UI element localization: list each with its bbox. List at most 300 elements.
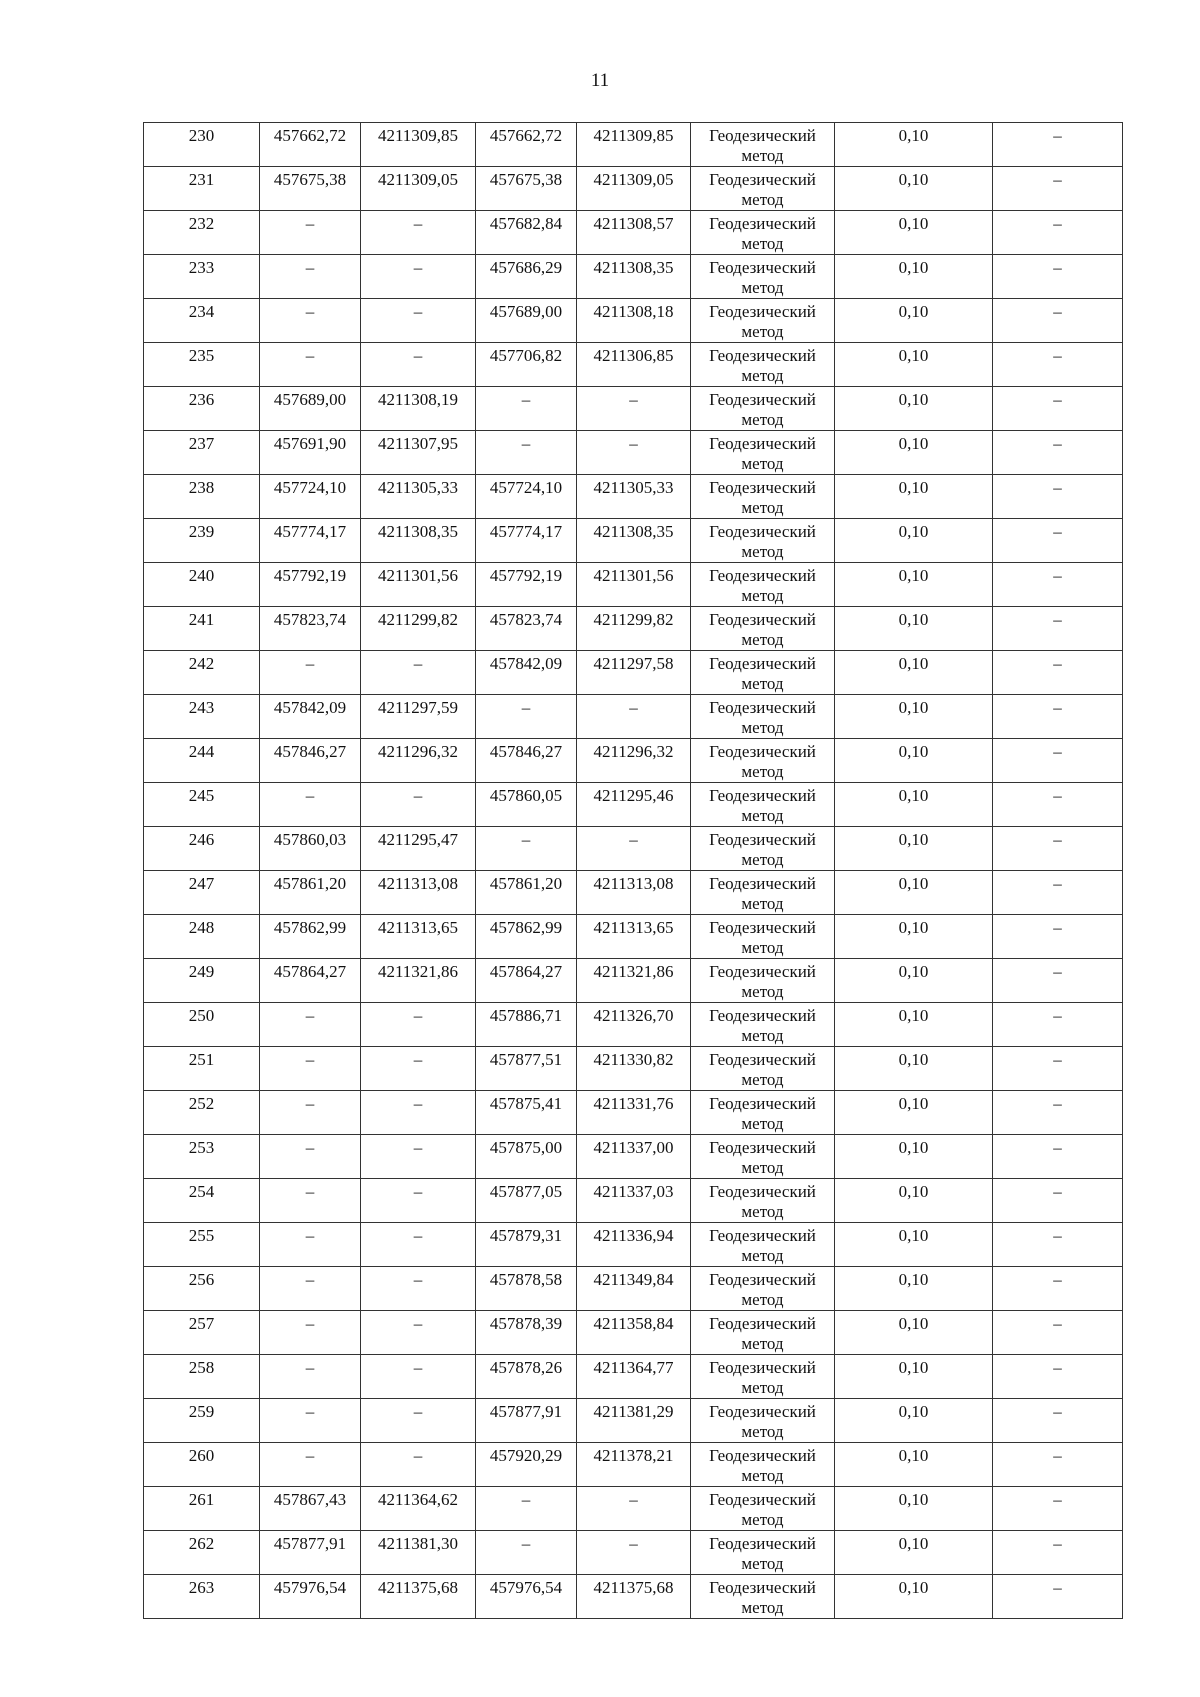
- new-y-cell: 4211309,85: [577, 123, 691, 167]
- new-x-cell: 457706,82: [476, 343, 577, 387]
- note-cell: –: [993, 563, 1123, 607]
- table-row: [144, 211, 1123, 255]
- existing-x-cell: –: [260, 1047, 361, 1091]
- note-cell: –: [993, 1179, 1123, 1223]
- point-number-cell: 262: [144, 1531, 260, 1575]
- method-line1: Геодезический: [709, 1534, 816, 1553]
- table-row: [144, 1487, 1123, 1531]
- method-line1: Геодезический: [709, 786, 816, 805]
- table-row: [144, 299, 1123, 343]
- method-line2: метод: [741, 1378, 784, 1397]
- new-x-cell: 457675,38: [476, 167, 577, 211]
- point-number-cell: 240: [144, 563, 260, 607]
- note-cell: –: [993, 167, 1123, 211]
- table-row: [144, 915, 1123, 959]
- method-line2: метод: [741, 542, 784, 561]
- new-x-cell: 457877,91: [476, 1399, 577, 1443]
- existing-x-cell: –: [260, 343, 361, 387]
- table-row: [144, 1003, 1123, 1047]
- method-line2: метод: [741, 762, 784, 781]
- note-cell: –: [993, 387, 1123, 431]
- method-line1: Геодезический: [709, 214, 816, 233]
- point-number-cell: 258: [144, 1355, 260, 1399]
- method-line2: метод: [741, 1026, 784, 1045]
- point-number-cell: 261: [144, 1487, 260, 1531]
- method-cell: [691, 827, 835, 871]
- accuracy-cell: 0,10: [835, 1487, 993, 1531]
- method-line2: метод: [741, 894, 784, 913]
- existing-x-cell: –: [260, 255, 361, 299]
- new-x-cell: 457861,20: [476, 871, 577, 915]
- new-x-cell: –: [476, 431, 577, 475]
- method-line1: Геодезический: [709, 566, 816, 585]
- method-cell: [691, 1487, 835, 1531]
- new-x-cell: 457878,39: [476, 1311, 577, 1355]
- point-number-cell: 244: [144, 739, 260, 783]
- accuracy-cell: 0,10: [835, 299, 993, 343]
- new-y-cell: 4211358,84: [577, 1311, 691, 1355]
- new-x-cell: 457864,27: [476, 959, 577, 1003]
- accuracy-cell: 0,10: [835, 255, 993, 299]
- new-x-cell: –: [476, 695, 577, 739]
- method-line2: метод: [741, 498, 784, 517]
- accuracy-cell: 0,10: [835, 739, 993, 783]
- table-row: [144, 607, 1123, 651]
- method-line2: метод: [741, 982, 784, 1001]
- method-line2: метод: [741, 586, 784, 605]
- method-line1: Геодезический: [709, 830, 816, 849]
- method-line1: Геодезический: [709, 1490, 816, 1509]
- existing-x-cell: –: [260, 1443, 361, 1487]
- method-line1: Геодезический: [709, 874, 816, 893]
- point-number-cell: 252: [144, 1091, 260, 1135]
- existing-y-cell: 4211364,62: [361, 1487, 476, 1531]
- new-y-cell: 4211349,84: [577, 1267, 691, 1311]
- point-number-cell: 234: [144, 299, 260, 343]
- method-cell: [691, 1267, 835, 1311]
- new-y-cell: 4211375,68: [577, 1575, 691, 1619]
- table-row: [144, 1575, 1123, 1619]
- note-cell: –: [993, 1487, 1123, 1531]
- existing-x-cell: –: [260, 299, 361, 343]
- existing-y-cell: –: [361, 1135, 476, 1179]
- note-cell: –: [993, 1223, 1123, 1267]
- table-row: [144, 959, 1123, 1003]
- method-line1: Геодезический: [709, 610, 816, 629]
- point-number-cell: 248: [144, 915, 260, 959]
- page-number: 11: [590, 70, 610, 91]
- existing-x-cell: 457774,17: [260, 519, 361, 563]
- method-cell: [691, 123, 835, 167]
- point-number-cell: 253: [144, 1135, 260, 1179]
- note-cell: –: [993, 123, 1123, 167]
- table-row: [144, 1355, 1123, 1399]
- method-line1: Геодезический: [709, 1314, 816, 1333]
- note-cell: –: [993, 1091, 1123, 1135]
- table-row: [144, 343, 1123, 387]
- method-line2: метод: [741, 1246, 784, 1265]
- existing-y-cell: –: [361, 1179, 476, 1223]
- point-number-cell: 239: [144, 519, 260, 563]
- accuracy-cell: 0,10: [835, 871, 993, 915]
- new-x-cell: 457662,72: [476, 123, 577, 167]
- existing-x-cell: 457860,03: [260, 827, 361, 871]
- existing-y-cell: 4211308,35: [361, 519, 476, 563]
- method-line2: метод: [741, 1202, 784, 1221]
- existing-y-cell: 4211313,08: [361, 871, 476, 915]
- method-cell: [691, 1091, 835, 1135]
- note-cell: –: [993, 651, 1123, 695]
- new-y-cell: 4211378,21: [577, 1443, 691, 1487]
- method-line2: метод: [741, 1598, 784, 1617]
- method-cell: [691, 1355, 835, 1399]
- note-cell: –: [993, 1311, 1123, 1355]
- method-cell: [691, 255, 835, 299]
- existing-x-cell: 457792,19: [260, 563, 361, 607]
- note-cell: –: [993, 915, 1123, 959]
- note-cell: –: [993, 519, 1123, 563]
- new-y-cell: 4211336,94: [577, 1223, 691, 1267]
- existing-x-cell: 457691,90: [260, 431, 361, 475]
- method-line1: Геодезический: [709, 1446, 816, 1465]
- new-y-cell: 4211313,65: [577, 915, 691, 959]
- method-line2: метод: [741, 718, 784, 737]
- table-row: [144, 475, 1123, 519]
- existing-y-cell: –: [361, 1267, 476, 1311]
- existing-x-cell: 457823,74: [260, 607, 361, 651]
- method-cell: [691, 1135, 835, 1179]
- existing-y-cell: 4211321,86: [361, 959, 476, 1003]
- table-row: [144, 123, 1123, 167]
- method-line2: метод: [741, 938, 784, 957]
- method-line1: Геодезический: [709, 1226, 816, 1245]
- method-line1: Геодезический: [709, 258, 816, 277]
- table-row: [144, 563, 1123, 607]
- new-x-cell: 457875,00: [476, 1135, 577, 1179]
- table-row: [144, 1091, 1123, 1135]
- table-row: [144, 1267, 1123, 1311]
- point-number-cell: 250: [144, 1003, 260, 1047]
- note-cell: –: [993, 255, 1123, 299]
- method-cell: [691, 1575, 835, 1619]
- method-cell: [691, 959, 835, 1003]
- accuracy-cell: 0,10: [835, 1267, 993, 1311]
- new-y-cell: –: [577, 695, 691, 739]
- new-y-cell: –: [577, 827, 691, 871]
- existing-y-cell: 4211309,05: [361, 167, 476, 211]
- point-number-cell: 256: [144, 1267, 260, 1311]
- new-x-cell: –: [476, 1531, 577, 1575]
- existing-x-cell: –: [260, 1311, 361, 1355]
- method-line1: Геодезический: [709, 1358, 816, 1377]
- new-x-cell: 457686,29: [476, 255, 577, 299]
- new-x-cell: 457920,29: [476, 1443, 577, 1487]
- method-cell: [691, 1311, 835, 1355]
- method-line1: Геодезический: [709, 434, 816, 453]
- new-y-cell: –: [577, 431, 691, 475]
- table-row: [144, 431, 1123, 475]
- new-x-cell: 457976,54: [476, 1575, 577, 1619]
- new-y-cell: 4211301,56: [577, 563, 691, 607]
- method-line2: метод: [741, 1114, 784, 1133]
- method-line2: метод: [741, 1158, 784, 1177]
- method-line2: метод: [741, 278, 784, 297]
- note-cell: –: [993, 695, 1123, 739]
- method-line1: Геодезический: [709, 962, 816, 981]
- table-row: [144, 871, 1123, 915]
- method-line1: Геодезический: [709, 170, 816, 189]
- new-x-cell: 457875,41: [476, 1091, 577, 1135]
- accuracy-cell: 0,10: [835, 123, 993, 167]
- accuracy-cell: 0,10: [835, 1443, 993, 1487]
- point-number-cell: 246: [144, 827, 260, 871]
- accuracy-cell: 0,10: [835, 563, 993, 607]
- method-cell: [691, 783, 835, 827]
- existing-y-cell: –: [361, 1355, 476, 1399]
- existing-x-cell: –: [260, 1223, 361, 1267]
- note-cell: –: [993, 1531, 1123, 1575]
- point-number-cell: 247: [144, 871, 260, 915]
- existing-x-cell: –: [260, 1135, 361, 1179]
- table-row: [144, 387, 1123, 431]
- existing-y-cell: 4211375,68: [361, 1575, 476, 1619]
- new-y-cell: 4211364,77: [577, 1355, 691, 1399]
- method-line1: Геодезический: [709, 1050, 816, 1069]
- new-y-cell: 4211309,05: [577, 167, 691, 211]
- method-cell: [691, 563, 835, 607]
- table-row: [144, 1135, 1123, 1179]
- new-x-cell: 457877,51: [476, 1047, 577, 1091]
- new-x-cell: –: [476, 1487, 577, 1531]
- method-line1: Геодезический: [709, 478, 816, 497]
- method-cell: [691, 739, 835, 783]
- existing-x-cell: 457662,72: [260, 123, 361, 167]
- method-cell: [691, 343, 835, 387]
- method-line2: метод: [741, 454, 784, 473]
- table-row: [144, 1047, 1123, 1091]
- method-line2: метод: [741, 850, 784, 869]
- note-cell: –: [993, 211, 1123, 255]
- method-line1: Геодезический: [709, 302, 816, 321]
- accuracy-cell: 0,10: [835, 475, 993, 519]
- new-x-cell: 457846,27: [476, 739, 577, 783]
- existing-x-cell: 457867,43: [260, 1487, 361, 1531]
- existing-x-cell: –: [260, 1355, 361, 1399]
- new-x-cell: 457878,26: [476, 1355, 577, 1399]
- point-number-cell: 254: [144, 1179, 260, 1223]
- method-line1: Геодезический: [709, 390, 816, 409]
- existing-x-cell: 457675,38: [260, 167, 361, 211]
- new-y-cell: 4211308,18: [577, 299, 691, 343]
- point-number-cell: 233: [144, 255, 260, 299]
- accuracy-cell: 0,10: [835, 211, 993, 255]
- method-cell: [691, 695, 835, 739]
- existing-x-cell: –: [260, 1003, 361, 1047]
- method-line2: метод: [741, 674, 784, 693]
- new-y-cell: 4211330,82: [577, 1047, 691, 1091]
- method-cell: [691, 871, 835, 915]
- method-line2: метод: [741, 806, 784, 825]
- point-number-cell: 231: [144, 167, 260, 211]
- note-cell: –: [993, 871, 1123, 915]
- point-number-cell: 260: [144, 1443, 260, 1487]
- note-cell: –: [993, 431, 1123, 475]
- table-row: [144, 827, 1123, 871]
- method-line2: метод: [741, 410, 784, 429]
- table-row: [144, 1443, 1123, 1487]
- existing-y-cell: 4211309,85: [361, 123, 476, 167]
- existing-y-cell: 4211381,30: [361, 1531, 476, 1575]
- new-y-cell: 4211337,00: [577, 1135, 691, 1179]
- coordinates-table: [143, 122, 1123, 1619]
- existing-y-cell: –: [361, 1399, 476, 1443]
- accuracy-cell: 0,10: [835, 651, 993, 695]
- new-y-cell: –: [577, 1531, 691, 1575]
- accuracy-cell: 0,10: [835, 695, 993, 739]
- new-y-cell: 4211337,03: [577, 1179, 691, 1223]
- method-line1: Геодезический: [709, 918, 816, 937]
- new-y-cell: 4211295,46: [577, 783, 691, 827]
- note-cell: –: [993, 343, 1123, 387]
- existing-y-cell: 4211308,19: [361, 387, 476, 431]
- accuracy-cell: 0,10: [835, 519, 993, 563]
- existing-y-cell: 4211301,56: [361, 563, 476, 607]
- accuracy-cell: 0,10: [835, 431, 993, 475]
- existing-x-cell: 457724,10: [260, 475, 361, 519]
- existing-y-cell: 4211295,47: [361, 827, 476, 871]
- accuracy-cell: 0,10: [835, 959, 993, 1003]
- new-y-cell: 4211331,76: [577, 1091, 691, 1135]
- method-cell: [691, 651, 835, 695]
- new-y-cell: 4211308,35: [577, 519, 691, 563]
- existing-x-cell: –: [260, 783, 361, 827]
- existing-y-cell: –: [361, 1223, 476, 1267]
- new-x-cell: 457682,84: [476, 211, 577, 255]
- table-row: [144, 1179, 1123, 1223]
- existing-x-cell: –: [260, 1091, 361, 1135]
- existing-x-cell: –: [260, 1399, 361, 1443]
- new-x-cell: 457792,19: [476, 563, 577, 607]
- existing-y-cell: –: [361, 1311, 476, 1355]
- existing-y-cell: –: [361, 211, 476, 255]
- accuracy-cell: 0,10: [835, 915, 993, 959]
- existing-x-cell: –: [260, 651, 361, 695]
- accuracy-cell: 0,10: [835, 1223, 993, 1267]
- accuracy-cell: 0,10: [835, 607, 993, 651]
- existing-x-cell: –: [260, 211, 361, 255]
- note-cell: –: [993, 827, 1123, 871]
- accuracy-cell: 0,10: [835, 1179, 993, 1223]
- method-line1: Геодезический: [709, 1270, 816, 1289]
- table-row: [144, 519, 1123, 563]
- note-cell: –: [993, 739, 1123, 783]
- point-number-cell: 255: [144, 1223, 260, 1267]
- new-y-cell: 4211326,70: [577, 1003, 691, 1047]
- existing-y-cell: 4211305,33: [361, 475, 476, 519]
- method-line1: Геодезический: [709, 1094, 816, 1113]
- new-x-cell: 457860,05: [476, 783, 577, 827]
- method-line2: метод: [741, 1334, 784, 1353]
- accuracy-cell: 0,10: [835, 1135, 993, 1179]
- method-line2: метод: [741, 1070, 784, 1089]
- new-y-cell: 4211313,08: [577, 871, 691, 915]
- new-y-cell: 4211321,86: [577, 959, 691, 1003]
- method-line2: метод: [741, 1466, 784, 1485]
- existing-x-cell: 457864,27: [260, 959, 361, 1003]
- note-cell: –: [993, 1135, 1123, 1179]
- existing-x-cell: 457877,91: [260, 1531, 361, 1575]
- table-row: [144, 167, 1123, 211]
- point-number-cell: 249: [144, 959, 260, 1003]
- method-cell: [691, 167, 835, 211]
- table-row: [144, 651, 1123, 695]
- method-line2: метод: [741, 1422, 784, 1441]
- point-number-cell: 232: [144, 211, 260, 255]
- accuracy-cell: 0,10: [835, 1575, 993, 1619]
- table-row: [144, 1531, 1123, 1575]
- existing-y-cell: –: [361, 343, 476, 387]
- new-x-cell: 457689,00: [476, 299, 577, 343]
- point-number-cell: 245: [144, 783, 260, 827]
- method-cell: [691, 1223, 835, 1267]
- method-line1: Геодезический: [709, 522, 816, 541]
- point-number-cell: 259: [144, 1399, 260, 1443]
- point-number-cell: 236: [144, 387, 260, 431]
- method-cell: [691, 431, 835, 475]
- accuracy-cell: 0,10: [835, 343, 993, 387]
- existing-y-cell: –: [361, 299, 476, 343]
- note-cell: –: [993, 299, 1123, 343]
- existing-x-cell: 457842,09: [260, 695, 361, 739]
- method-line2: метод: [741, 234, 784, 253]
- accuracy-cell: 0,10: [835, 1047, 993, 1091]
- table-row: [144, 1399, 1123, 1443]
- method-line2: метод: [741, 366, 784, 385]
- existing-y-cell: –: [361, 255, 476, 299]
- note-cell: –: [993, 475, 1123, 519]
- accuracy-cell: 0,10: [835, 1531, 993, 1575]
- existing-x-cell: 457862,99: [260, 915, 361, 959]
- method-line1: Геодезический: [709, 346, 816, 365]
- new-y-cell: 4211305,33: [577, 475, 691, 519]
- existing-y-cell: –: [361, 783, 476, 827]
- new-x-cell: –: [476, 387, 577, 431]
- method-line1: Геодезический: [709, 654, 816, 673]
- accuracy-cell: 0,10: [835, 1355, 993, 1399]
- method-line1: Геодезический: [709, 698, 816, 717]
- existing-y-cell: 4211296,32: [361, 739, 476, 783]
- existing-x-cell: 457689,00: [260, 387, 361, 431]
- existing-x-cell: –: [260, 1267, 361, 1311]
- point-number-cell: 242: [144, 651, 260, 695]
- existing-y-cell: –: [361, 1091, 476, 1135]
- point-number-cell: 230: [144, 123, 260, 167]
- existing-y-cell: 4211313,65: [361, 915, 476, 959]
- new-x-cell: 457724,10: [476, 475, 577, 519]
- new-y-cell: 4211306,85: [577, 343, 691, 387]
- method-cell: [691, 1531, 835, 1575]
- note-cell: –: [993, 1267, 1123, 1311]
- note-cell: –: [993, 783, 1123, 827]
- new-y-cell: 4211299,82: [577, 607, 691, 651]
- method-line2: метод: [741, 630, 784, 649]
- note-cell: –: [993, 1355, 1123, 1399]
- method-line1: Геодезический: [709, 1578, 816, 1597]
- method-line1: Геодезический: [709, 1182, 816, 1201]
- point-number-cell: 251: [144, 1047, 260, 1091]
- accuracy-cell: 0,10: [835, 827, 993, 871]
- new-x-cell: –: [476, 827, 577, 871]
